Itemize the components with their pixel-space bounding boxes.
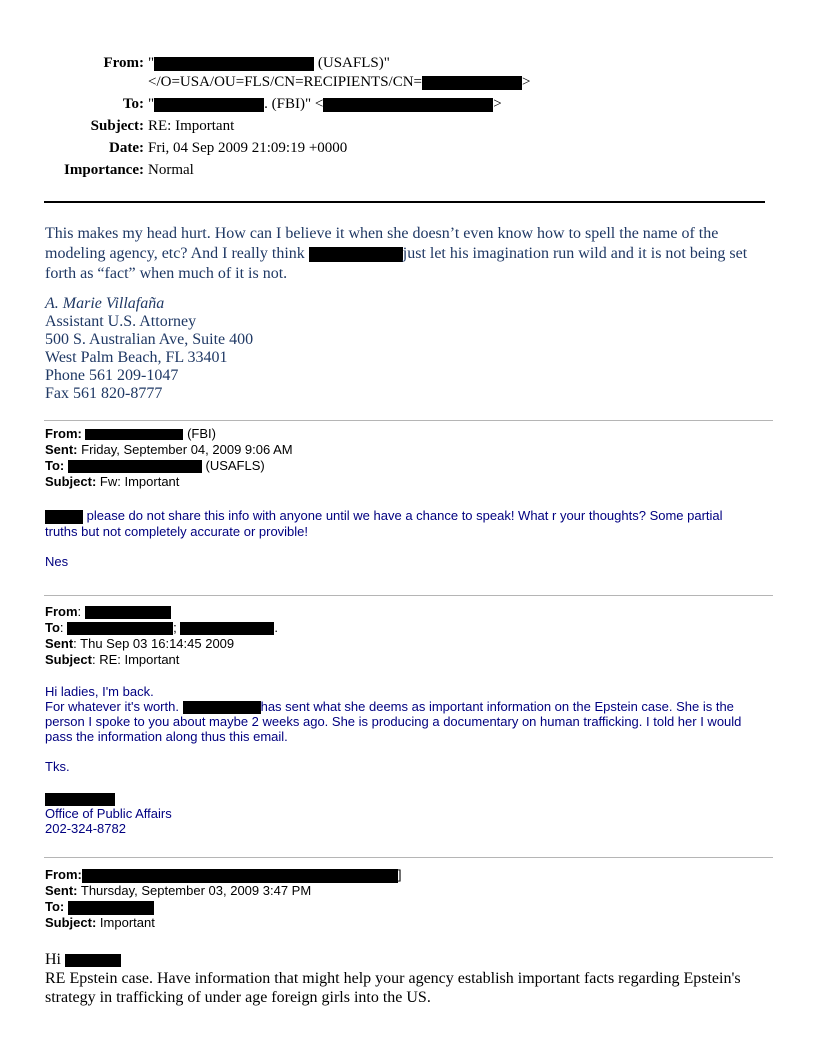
redaction bbox=[67, 622, 173, 635]
message-divider bbox=[44, 595, 773, 596]
signature bbox=[45, 295, 253, 403]
subject-label: Subject: bbox=[90, 118, 144, 134]
signature-city: West Palm Beach, FL 33401 bbox=[45, 349, 228, 366]
reply-body bbox=[45, 224, 747, 284]
redaction bbox=[45, 793, 115, 806]
redaction bbox=[85, 606, 171, 619]
forward-signoff: Nes bbox=[45, 553, 69, 569]
redaction bbox=[85, 429, 183, 440]
signature-fax: Fax 561 820-8777 bbox=[45, 385, 163, 402]
original-header: From: ] Sent: Thursday, September 03, 2009 3:47 PM To: Subject: Important bbox=[45, 867, 402, 930]
redaction bbox=[323, 98, 493, 112]
redaction bbox=[65, 954, 121, 967]
signature-phone: Phone 561 209-1047 bbox=[45, 367, 179, 384]
importance-value: Normal bbox=[148, 162, 194, 178]
office-name: Office of Public Affairs bbox=[45, 806, 172, 822]
redaction bbox=[422, 76, 522, 90]
to-label: To: bbox=[122, 96, 144, 112]
redaction bbox=[154, 57, 314, 71]
redaction bbox=[45, 510, 83, 524]
redaction bbox=[183, 701, 261, 714]
date-value: Fri, 04 Sep 2009 21:09:19 +0000 bbox=[148, 140, 348, 156]
message-divider bbox=[44, 857, 773, 858]
reply-line: modeling agency, etc? And I really think just let his imagination run wild and it is not being set bbox=[45, 245, 748, 262]
pa-header: From: To: ; . Sent: Thu Sep 03 16:14:45 2009 Subject: RE: Important bbox=[45, 604, 279, 667]
from-address: </O=USA/OU=FLS/CN=RECIPIENTS/CN= > bbox=[148, 74, 531, 90]
forward-header: From: (FBI) Sent: Friday, September 04, 2009 9:06 AM To: (USAFLS) Subject: Fw: Important bbox=[45, 426, 293, 489]
office-phone: 202-324-8782 bbox=[45, 821, 126, 837]
to-value: " . (FBI)" < > bbox=[148, 96, 502, 112]
signature-name: A. Marie Villafaña bbox=[45, 295, 165, 312]
message-divider bbox=[44, 420, 773, 421]
redaction bbox=[154, 98, 264, 112]
signature-address: 500 S. Australian Ave, Suite 400 bbox=[45, 331, 254, 348]
reply-line: forth as “fact” when much of it is not. bbox=[45, 265, 288, 282]
redaction bbox=[82, 869, 398, 883]
original-body: Hi RE Epstein case. Have information that might help your agency establish important facts regarding Epstein's strategy in trafficking of under age foreign girls into the US. bbox=[45, 951, 741, 1006]
pa-body: Hi ladies, I'm back. For whatever it's worth. has sent what she deems as important information on the Epstein case. She is the person I spoke to you about maybe 2 weeks ago. She is producing a documentary on human trafficking. I told her I would pass the information along thus this email. Tks. Office of Public Affairs 202-324-8782 bbox=[45, 684, 742, 837]
importance-label: Importance: bbox=[64, 162, 144, 178]
redaction bbox=[68, 901, 154, 915]
date-label: Date: bbox=[109, 140, 144, 156]
from-label: From: bbox=[103, 55, 144, 71]
signature-title: Assistant U.S. Attorney bbox=[45, 313, 197, 330]
header-divider bbox=[44, 201, 765, 203]
redaction bbox=[68, 460, 202, 473]
redaction bbox=[309, 247, 403, 262]
reply-line: This makes my head hurt. How can I believe it when she doesn’t even know how to spell the name of the bbox=[45, 225, 719, 242]
subject-value: RE: Important bbox=[148, 118, 235, 134]
redaction bbox=[180, 622, 274, 635]
forward-body: please do not share this info with anyone until we have a chance to speak! What r your thoughts? Some partial truths but not completely accurate or provible! Nes bbox=[45, 508, 723, 569]
from-value: " (USAFLS)" bbox=[148, 55, 390, 71]
